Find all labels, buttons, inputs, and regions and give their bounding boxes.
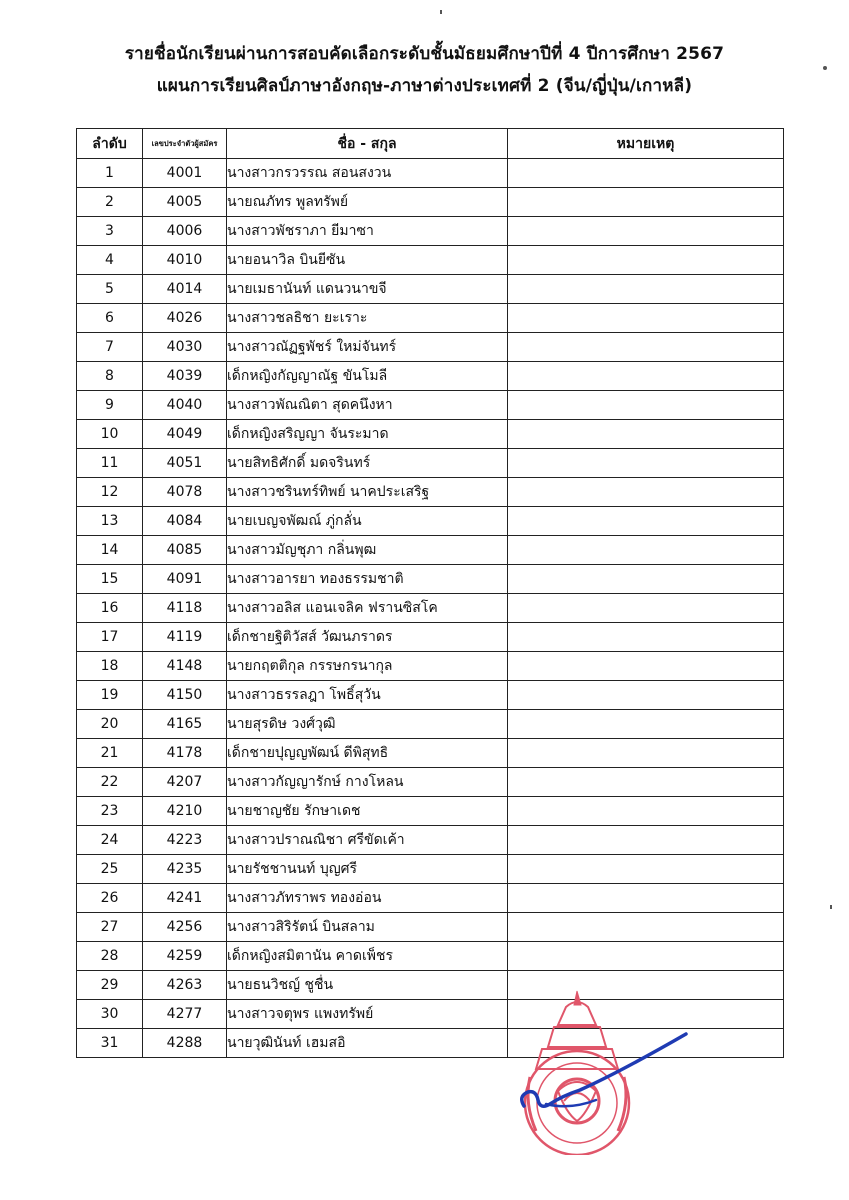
row-app-no: 4118 bbox=[143, 594, 227, 623]
row-number: 21 bbox=[77, 739, 143, 768]
row-remark bbox=[508, 565, 784, 594]
student-list-table bbox=[76, 128, 784, 1058]
row-name: นายธนวิชญ์ ชูชื่น bbox=[227, 971, 508, 1000]
column-header-name: ชื่อ - สกุล bbox=[227, 129, 508, 159]
row-remark bbox=[508, 304, 784, 333]
row-app-no: 4256 bbox=[143, 913, 227, 942]
row-remark bbox=[508, 420, 784, 449]
row-name: นายชาญชัย รักษาเดช bbox=[227, 797, 508, 826]
row-number: 29 bbox=[77, 971, 143, 1000]
table-row bbox=[77, 710, 784, 739]
row-name: นางสาวธรรลฎา โพธิ์สุวัน bbox=[227, 681, 508, 710]
table-row bbox=[77, 333, 784, 362]
table-row bbox=[77, 855, 784, 884]
signature-icon bbox=[500, 1020, 700, 1130]
row-number: 11 bbox=[77, 449, 143, 478]
row-name: นายสิทธิศักดิ์ มดจรินทร์ bbox=[227, 449, 508, 478]
row-app-no: 4178 bbox=[143, 739, 227, 768]
row-number: 13 bbox=[77, 507, 143, 536]
table-row bbox=[77, 188, 784, 217]
row-number: 18 bbox=[77, 652, 143, 681]
row-name: นางสาวอลิส แอนเจลิค ฟรานซิสโค bbox=[227, 594, 508, 623]
row-number: 26 bbox=[77, 884, 143, 913]
row-number: 31 bbox=[77, 1029, 143, 1058]
row-number: 23 bbox=[77, 797, 143, 826]
row-name: นางสาวอารยา ทองธรรมชาติ bbox=[227, 565, 508, 594]
row-remark bbox=[508, 362, 784, 391]
row-app-no: 4001 bbox=[143, 159, 227, 188]
row-name: นางสาวชรินทร์ทิพย์ นาคประเสริฐ bbox=[227, 478, 508, 507]
row-app-no: 4277 bbox=[143, 1000, 227, 1029]
row-name: นายสุรดิษ วงศ์วุฒิ bbox=[227, 710, 508, 739]
row-number: 20 bbox=[77, 710, 143, 739]
row-app-no: 4148 bbox=[143, 652, 227, 681]
row-remark bbox=[508, 159, 784, 188]
column-header-app-no: เลขประจำตัวผู้สมัคร bbox=[143, 129, 227, 159]
row-name: นางสาวณัฏฐพัชร์ ใหม่จันทร์ bbox=[227, 333, 508, 362]
table-header-row bbox=[77, 129, 784, 159]
row-number: 4 bbox=[77, 246, 143, 275]
row-name: เด็กชายปุญญพัฒน์ ดีพิสุทธิ bbox=[227, 739, 508, 768]
row-name: นางสาวชลธิชา ยะเราะ bbox=[227, 304, 508, 333]
row-name: เด็กหญิงสริญญา จันระมาด bbox=[227, 420, 508, 449]
row-name: นายกฤตติกุล กรรษกรนากุล bbox=[227, 652, 508, 681]
row-name: นางสาวพัชราภา ยีมาซา bbox=[227, 217, 508, 246]
table-row bbox=[77, 971, 784, 1000]
row-app-no: 4207 bbox=[143, 768, 227, 797]
row-name: นางสาวภัทราพร ทองอ่อน bbox=[227, 884, 508, 913]
row-app-no: 4051 bbox=[143, 449, 227, 478]
row-number: 17 bbox=[77, 623, 143, 652]
row-app-no: 4119 bbox=[143, 623, 227, 652]
row-number: 19 bbox=[77, 681, 143, 710]
column-header-remark: หมายเหตุ bbox=[508, 129, 784, 159]
row-name: นางสาวจตุพร แพงทรัพย์ bbox=[227, 1000, 508, 1029]
table-row bbox=[77, 507, 784, 536]
row-number: 22 bbox=[77, 768, 143, 797]
row-name: นางสาวปราณณิชา ศรีขัดเค้า bbox=[227, 826, 508, 855]
scan-speck bbox=[830, 905, 832, 909]
row-name: เด็กชายฐิติวัสส์ วัฒนภราดร bbox=[227, 623, 508, 652]
row-name: นางสาวกรวรรณ สอนสงวน bbox=[227, 159, 508, 188]
table-row bbox=[77, 478, 784, 507]
row-app-no: 4259 bbox=[143, 942, 227, 971]
table-row bbox=[77, 362, 784, 391]
row-name: นายเบญจพัฒณ์ ภู่กลั่น bbox=[227, 507, 508, 536]
row-remark bbox=[508, 710, 784, 739]
row-name: นายอนาวิล บินยีซัน bbox=[227, 246, 508, 275]
table-row bbox=[77, 652, 784, 681]
row-number: 1 bbox=[77, 159, 143, 188]
scan-speck bbox=[440, 10, 442, 14]
row-number: 3 bbox=[77, 217, 143, 246]
table-row bbox=[77, 884, 784, 913]
row-name: นายเมธานันท์ แดนวนาขจี bbox=[227, 275, 508, 304]
row-number: 2 bbox=[77, 188, 143, 217]
row-remark bbox=[508, 652, 784, 681]
row-number: 28 bbox=[77, 942, 143, 971]
column-header-no: ลำดับ bbox=[77, 129, 143, 159]
row-app-no: 4014 bbox=[143, 275, 227, 304]
row-remark bbox=[508, 391, 784, 420]
row-number: 27 bbox=[77, 913, 143, 942]
row-remark bbox=[508, 478, 784, 507]
row-name: นายวุฒินันท์ เฮมสอิ bbox=[227, 1029, 508, 1058]
row-number: 30 bbox=[77, 1000, 143, 1029]
table-row bbox=[77, 565, 784, 594]
row-app-no: 4084 bbox=[143, 507, 227, 536]
row-app-no: 4235 bbox=[143, 855, 227, 884]
table-row bbox=[77, 768, 784, 797]
table-row bbox=[77, 739, 784, 768]
row-remark bbox=[508, 739, 784, 768]
table-row bbox=[77, 304, 784, 333]
row-remark bbox=[508, 594, 784, 623]
row-remark bbox=[508, 913, 784, 942]
row-remark bbox=[508, 333, 784, 362]
row-number: 9 bbox=[77, 391, 143, 420]
row-name: เด็กหญิงกัญญาณัฐ ขันโมลี bbox=[227, 362, 508, 391]
row-remark bbox=[508, 217, 784, 246]
row-remark bbox=[508, 884, 784, 913]
row-number: 10 bbox=[77, 420, 143, 449]
row-remark bbox=[508, 246, 784, 275]
row-number: 24 bbox=[77, 826, 143, 855]
row-number: 15 bbox=[77, 565, 143, 594]
row-remark bbox=[508, 536, 784, 565]
table-row bbox=[77, 217, 784, 246]
row-app-no: 4241 bbox=[143, 884, 227, 913]
table-row bbox=[77, 942, 784, 971]
row-remark bbox=[508, 826, 784, 855]
table-row bbox=[77, 826, 784, 855]
row-name: เด็กหญิงสมิตานัน คาดเพ็ชร bbox=[227, 942, 508, 971]
row-remark bbox=[508, 681, 784, 710]
row-number: 14 bbox=[77, 536, 143, 565]
row-remark bbox=[508, 188, 784, 217]
row-name: นายณภัทร พูลทรัพย์ bbox=[227, 188, 508, 217]
row-name: นางสาวมัญชุภา กลิ่นพุฒ bbox=[227, 536, 508, 565]
table-row bbox=[77, 275, 784, 304]
table-row bbox=[77, 159, 784, 188]
table-row bbox=[77, 449, 784, 478]
table-row bbox=[77, 681, 784, 710]
row-app-no: 4039 bbox=[143, 362, 227, 391]
row-remark bbox=[508, 768, 784, 797]
row-name: นางสาวสิริรัตน์ บินสลาม bbox=[227, 913, 508, 942]
row-name: นายรัชชานนท์ บุญศรี bbox=[227, 855, 508, 884]
row-app-no: 4263 bbox=[143, 971, 227, 1000]
table-row bbox=[77, 623, 784, 652]
row-remark bbox=[508, 623, 784, 652]
row-name: นางสาวกัญญารักษ์ กางโหลน bbox=[227, 768, 508, 797]
row-remark bbox=[508, 797, 784, 826]
row-app-no: 4040 bbox=[143, 391, 227, 420]
table-row bbox=[77, 420, 784, 449]
row-app-no: 4078 bbox=[143, 478, 227, 507]
table-body bbox=[77, 159, 784, 1058]
table-row bbox=[77, 797, 784, 826]
row-app-no: 4010 bbox=[143, 246, 227, 275]
row-app-no: 4049 bbox=[143, 420, 227, 449]
row-remark bbox=[508, 507, 784, 536]
row-number: 5 bbox=[77, 275, 143, 304]
row-number: 12 bbox=[77, 478, 143, 507]
row-number: 25 bbox=[77, 855, 143, 884]
row-app-no: 4030 bbox=[143, 333, 227, 362]
row-number: 16 bbox=[77, 594, 143, 623]
table-row bbox=[77, 913, 784, 942]
table-row bbox=[77, 536, 784, 565]
row-app-no: 4085 bbox=[143, 536, 227, 565]
document-subtitle: แผนการเรียนศิลป์ภาษาอังกฤษ-ภาษาต่างประเทศที่ 2 (จีน/ญี่ปุ่น/เกาหลี) bbox=[156, 76, 693, 96]
table-row bbox=[77, 246, 784, 275]
row-app-no: 4223 bbox=[143, 826, 227, 855]
row-app-no: 4091 bbox=[143, 565, 227, 594]
table-row bbox=[77, 391, 784, 420]
row-name: นางสาวพัณณิตา สุดคนึงหา bbox=[227, 391, 508, 420]
row-number: 7 bbox=[77, 333, 143, 362]
row-app-no: 4005 bbox=[143, 188, 227, 217]
row-number: 6 bbox=[77, 304, 143, 333]
row-app-no: 4026 bbox=[143, 304, 227, 333]
row-remark bbox=[508, 449, 784, 478]
document-title: รายชื่อนักเรียนผ่านการสอบคัดเลือกระดับชั้นมัธยมศึกษาปีที่ 4 ปีการศึกษา 2567 bbox=[124, 44, 725, 64]
row-remark bbox=[508, 942, 784, 971]
row-app-no: 4006 bbox=[143, 217, 227, 246]
row-app-no: 4210 bbox=[143, 797, 227, 826]
table-row bbox=[77, 594, 784, 623]
row-number: 8 bbox=[77, 362, 143, 391]
row-app-no: 4165 bbox=[143, 710, 227, 739]
row-app-no: 4288 bbox=[143, 1029, 227, 1058]
row-remark bbox=[508, 855, 784, 884]
row-app-no: 4150 bbox=[143, 681, 227, 710]
row-remark bbox=[508, 275, 784, 304]
